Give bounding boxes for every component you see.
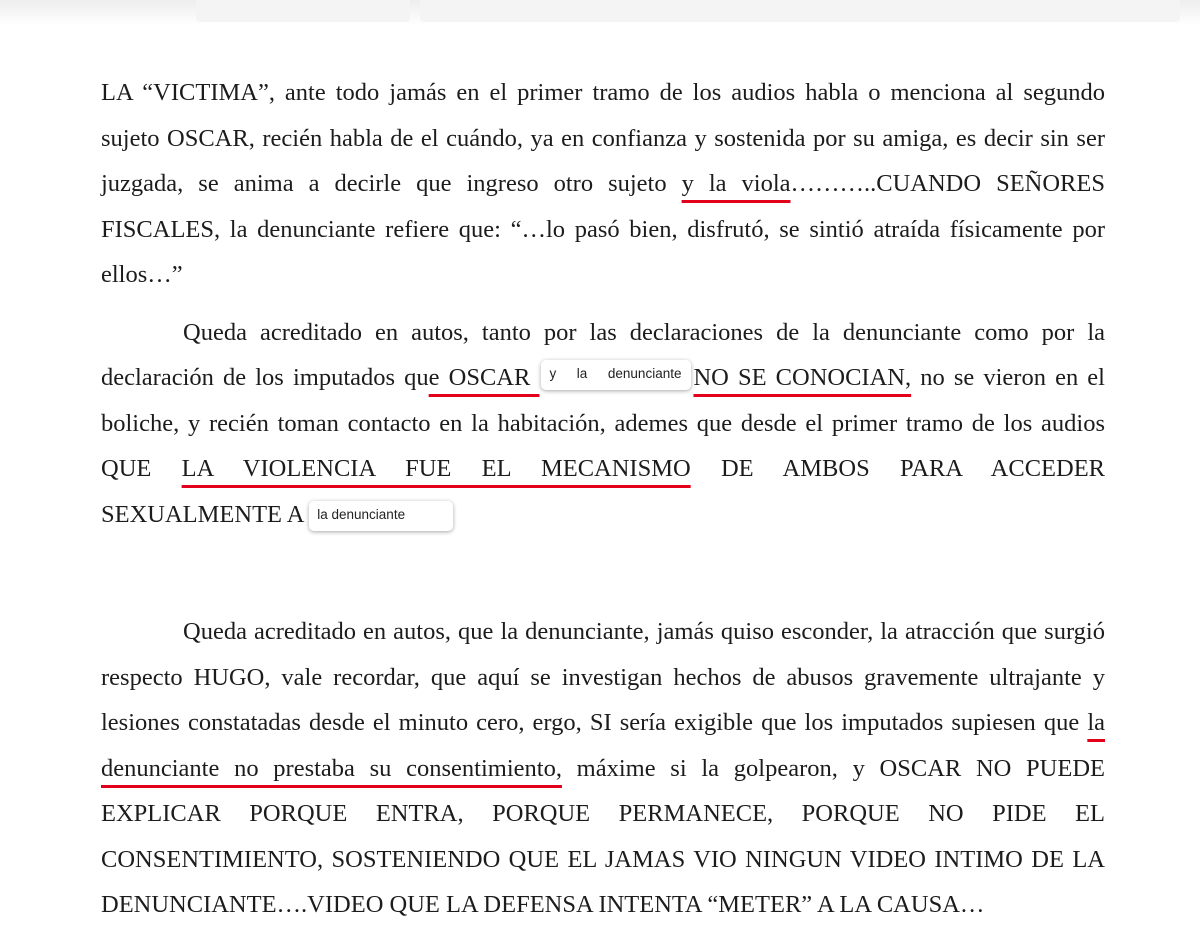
paragraph-2-text-f: DE AMBOS PARA ACCEDER: [690, 455, 1105, 482]
paragraph-2-text-a: Queda acreditado en autos, tanto por las declaraciones de la denunciante como por la declaración de los imputados qu: [101, 318, 1105, 391]
redaction-label-1: y la denunciante: [541, 360, 691, 390]
paragraph-1-text-b: ………..CUANDO SEÑORES FISCALES, la denunciante refiere que: “…lo pasó bien, disfrutó, se sintió atraída físicamente por ellos…”: [101, 170, 1105, 288]
underlined-phrase-la-violencia: LA VIOLENCIA FUE EL MECANISMO: [181, 455, 691, 482]
paragraph-3-text-c: máxime si la golpearon, y OSCAR NO PUEDE EXPLICAR PORQUE ENTRA, PORQUE PERMANECE, PORQUE NO PIDE EL CONSENTIMIENTO, SOSTENIENDO QUE EL JAMAS VIO NINGUN VIDEO INTIMO DE LA DENUNCIANTE….VIDEO QUE LA DEFENSA INTENTA “METER” A LA CAUSA…: [101, 754, 1105, 918]
toolbar-segment: [420, 0, 1180, 22]
paragraph-3-text-a: Queda acreditado en autos, que la denunciante, jamás quiso esconder, la atracción que surgió respecto HUGO, vale recordar, que aquí se investigan hechos de abusos gravemente ultrajante y lesiones constatadas desde el minuto cero, ergo, SI sería exigible que los imputados supiesen que: [101, 618, 1105, 736]
paragraph-1-text-a: LA “VICTIMA”, ante todo jamás en el primer tramo de los audios habla o menciona al segundo sujeto OSCAR, recién habla de el cuándo, ya en confianza y sostenida por su amiga, es decir sin ser juzgada, se anima a decirle que ingreso otro sujeto: [101, 79, 1105, 197]
underlined-phrase-consentimiento: la denunciante no prestaba su consentimiento,: [101, 709, 1105, 782]
top-toolbar-strip: [0, 0, 1200, 26]
underlined-phrase-oscar-no-se-conocian: [429, 364, 911, 391]
redaction-label-2: la denunciante: [309, 501, 453, 531]
paragraph-2-text-g: SEXUALMENTE A: [101, 500, 310, 528]
underlined-text-oscar: e OSCAR: [428, 364, 540, 391]
underlined-phrase-y-la-viola: y la viola: [681, 170, 791, 197]
toolbar-segment: [196, 0, 410, 22]
paragraph-2-last-line: [101, 492, 1105, 538]
paragraph-2: [101, 310, 1105, 492]
paragraph-3: [101, 609, 1105, 928]
document-page: [101, 70, 1105, 928]
underlined-text-no-se-conocian: NO SE CONOCIAN,: [693, 364, 912, 391]
paragraph-2-text-d: no se vieron en el boliche, y recién toman contacto en la habitación, ademes que desde el primer tramo de los audios QUE: [101, 364, 1105, 482]
paragraph-1: [101, 70, 1105, 298]
